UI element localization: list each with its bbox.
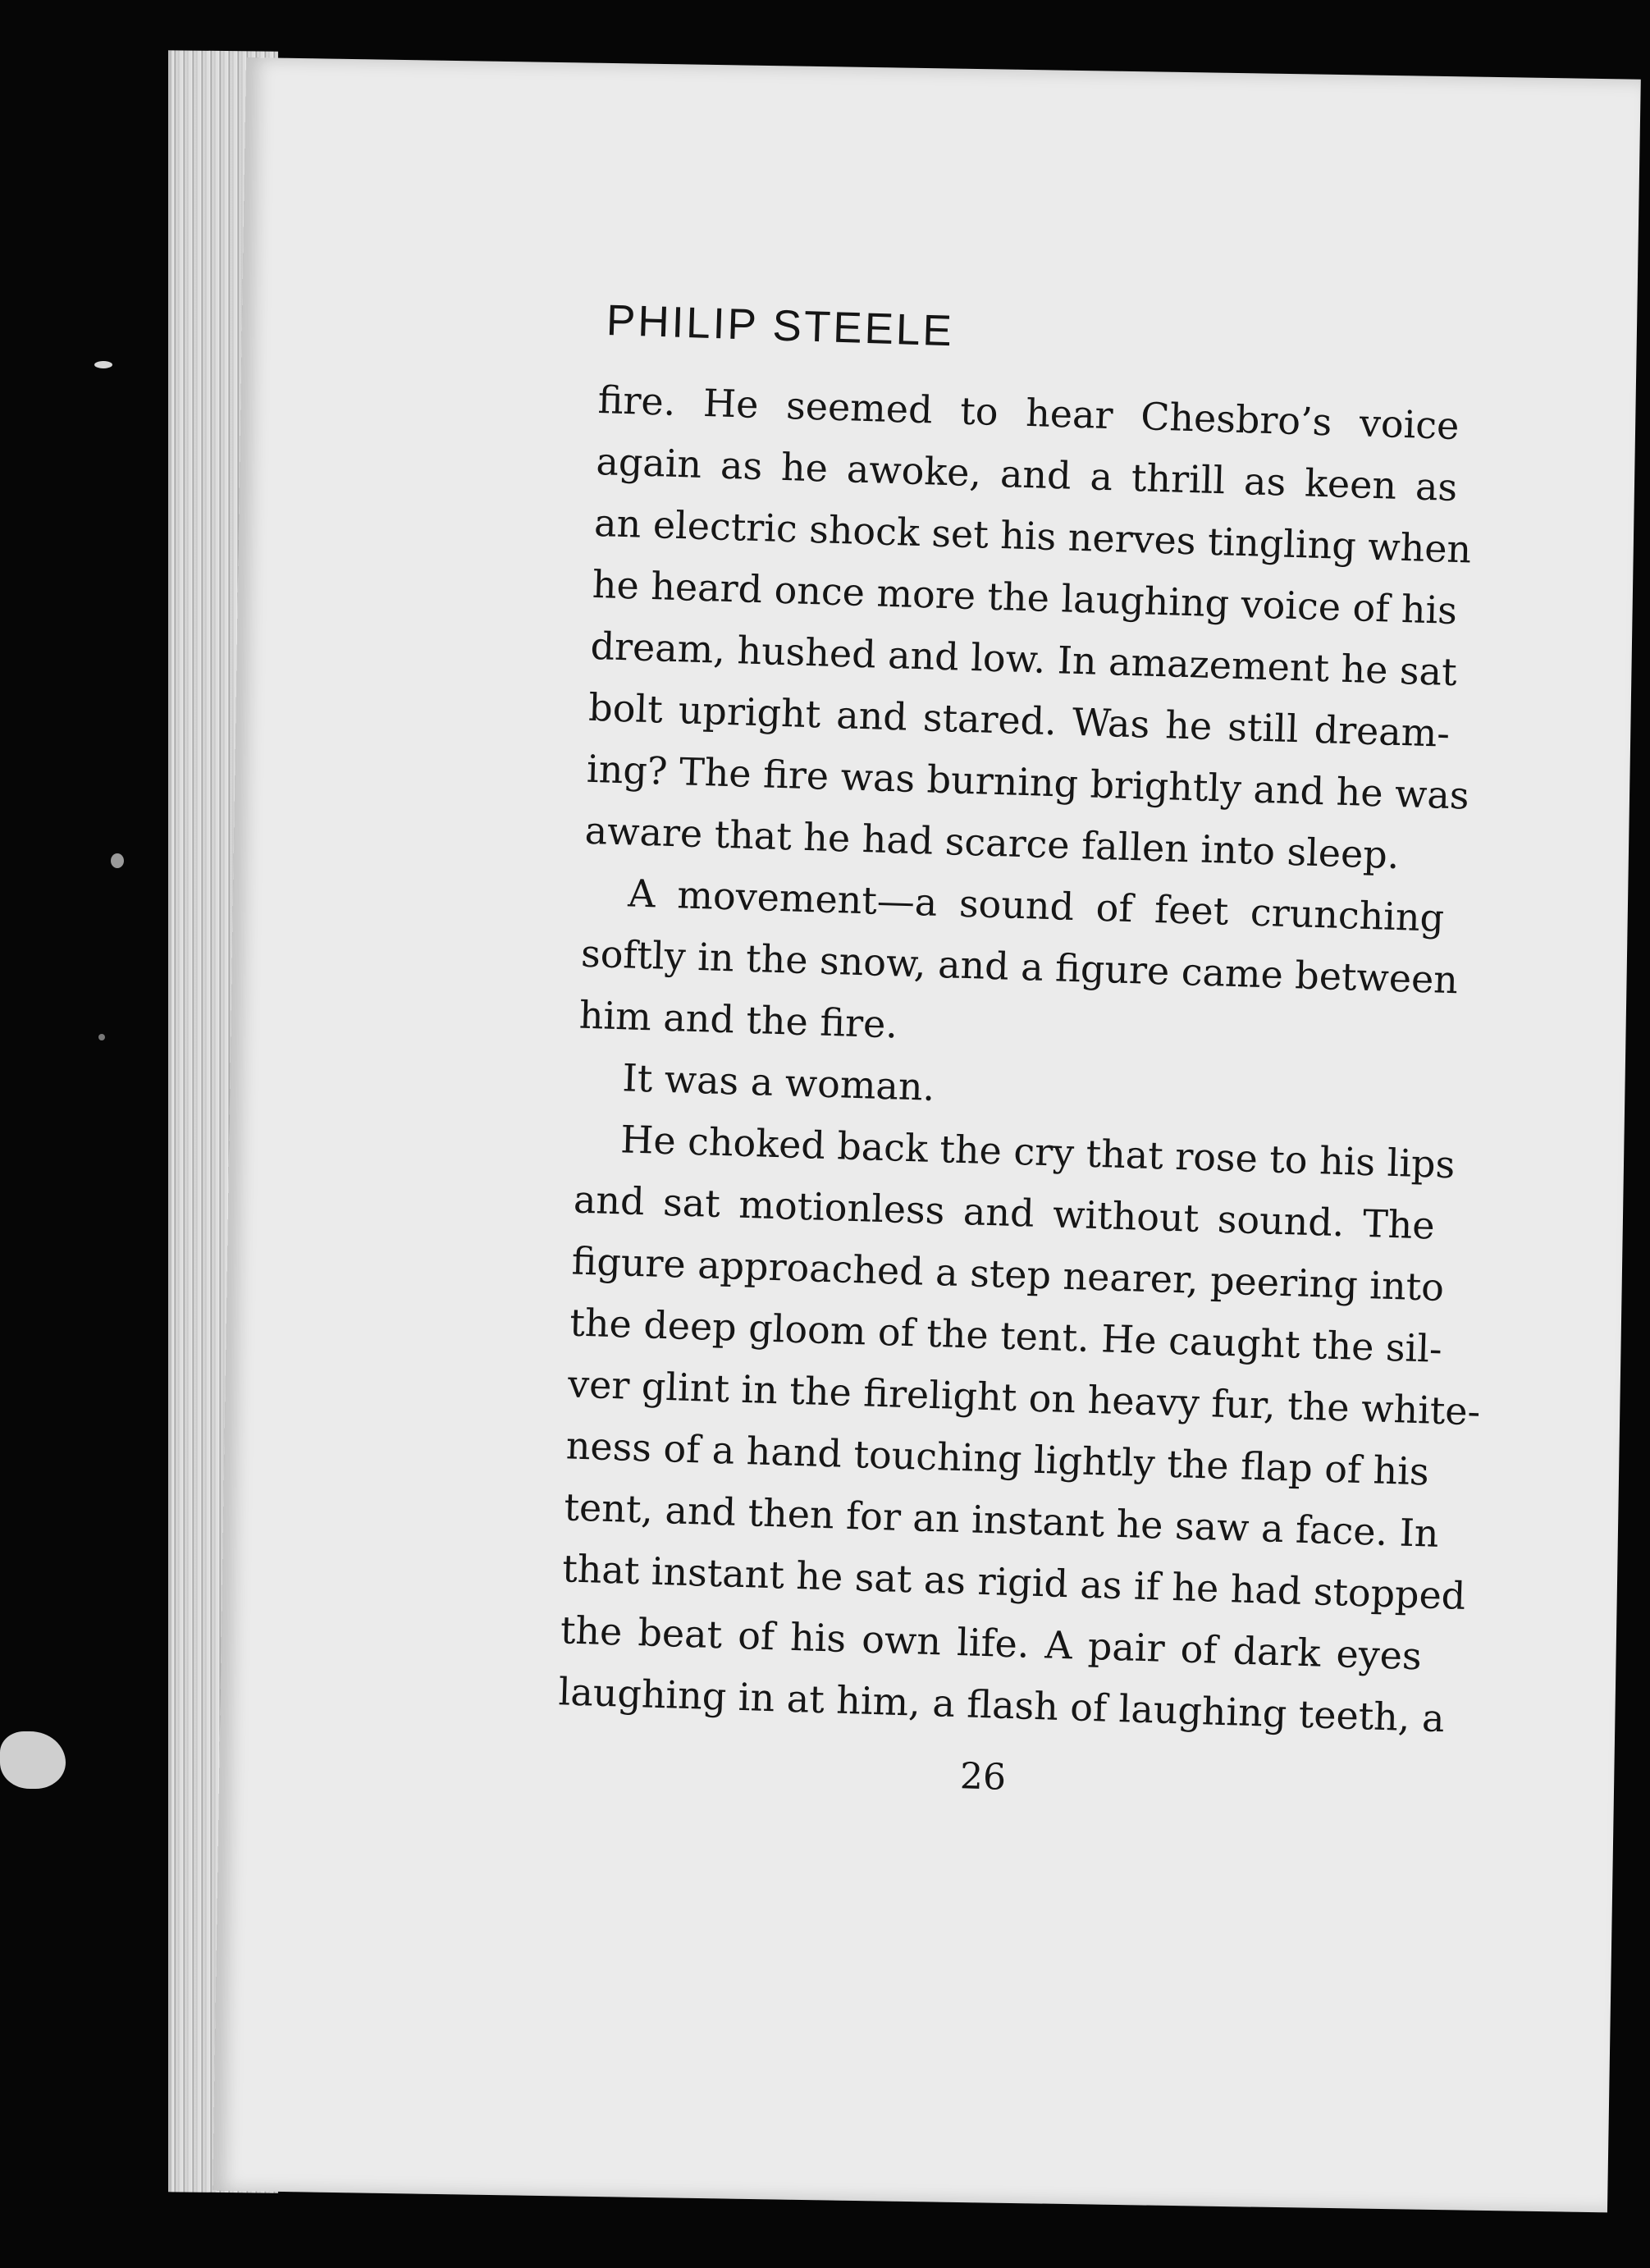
body-text xyxy=(557,369,1481,1749)
text-line: tent, and then for an instant he saw a face. In xyxy=(563,1484,1440,1556)
page-number: 26 xyxy=(959,1755,1007,1799)
text-line: ing? The fire was burning brightly and he was xyxy=(586,746,1470,818)
running-head: PHILIP STEELE xyxy=(606,295,955,356)
text-line: an electric shock set his nerves tingling when xyxy=(593,500,1472,572)
text-line: him and the fire. xyxy=(578,992,898,1047)
text-line: fire. He seemed to hear Chesbro’s voice xyxy=(597,377,1460,449)
text-line: the deep gloom of the tent. He caught the sil- xyxy=(569,1300,1443,1371)
text-line: the beat of his own life. A pair of dark eyes xyxy=(560,1607,1423,1679)
text-line: and sat motionless and without sound. The xyxy=(573,1177,1436,1248)
dust-speck xyxy=(94,361,112,368)
text-line: He choked back the cry that rose to his lips xyxy=(619,1117,1456,1187)
dust-speck xyxy=(111,853,124,868)
text-line: figure approached a step nearer, peering into xyxy=(570,1238,1445,1310)
text-line: he heard once more the laughing voice of his xyxy=(592,561,1458,633)
text-line: that instant he sat as rigid as if he had stopped xyxy=(561,1546,1467,1618)
text-line: A movement—a sound of feet crunching xyxy=(627,871,1445,940)
text-line: aware that he had scarce fallen into sleep. xyxy=(584,807,1401,878)
text-line: bolt upright and stared. Was he still dream- xyxy=(587,684,1451,756)
text-line: softly in the snow, and a figure came between xyxy=(580,931,1459,1003)
dust-speck xyxy=(98,1034,105,1040)
text-line: It was a woman. xyxy=(621,1055,936,1109)
text-line: again as he awoke, and a thrill as keen as xyxy=(595,438,1458,510)
text-line: dream, hushed and low. In amazement he sat xyxy=(589,623,1458,695)
text-line: ness of a hand touching lightly the flap of his xyxy=(565,1423,1430,1494)
text-line: laughing in at him, a flash of laughing teeth, a xyxy=(557,1669,1446,1741)
text-line: ver glint in the firelight on heavy fur, the white- xyxy=(567,1361,1481,1434)
